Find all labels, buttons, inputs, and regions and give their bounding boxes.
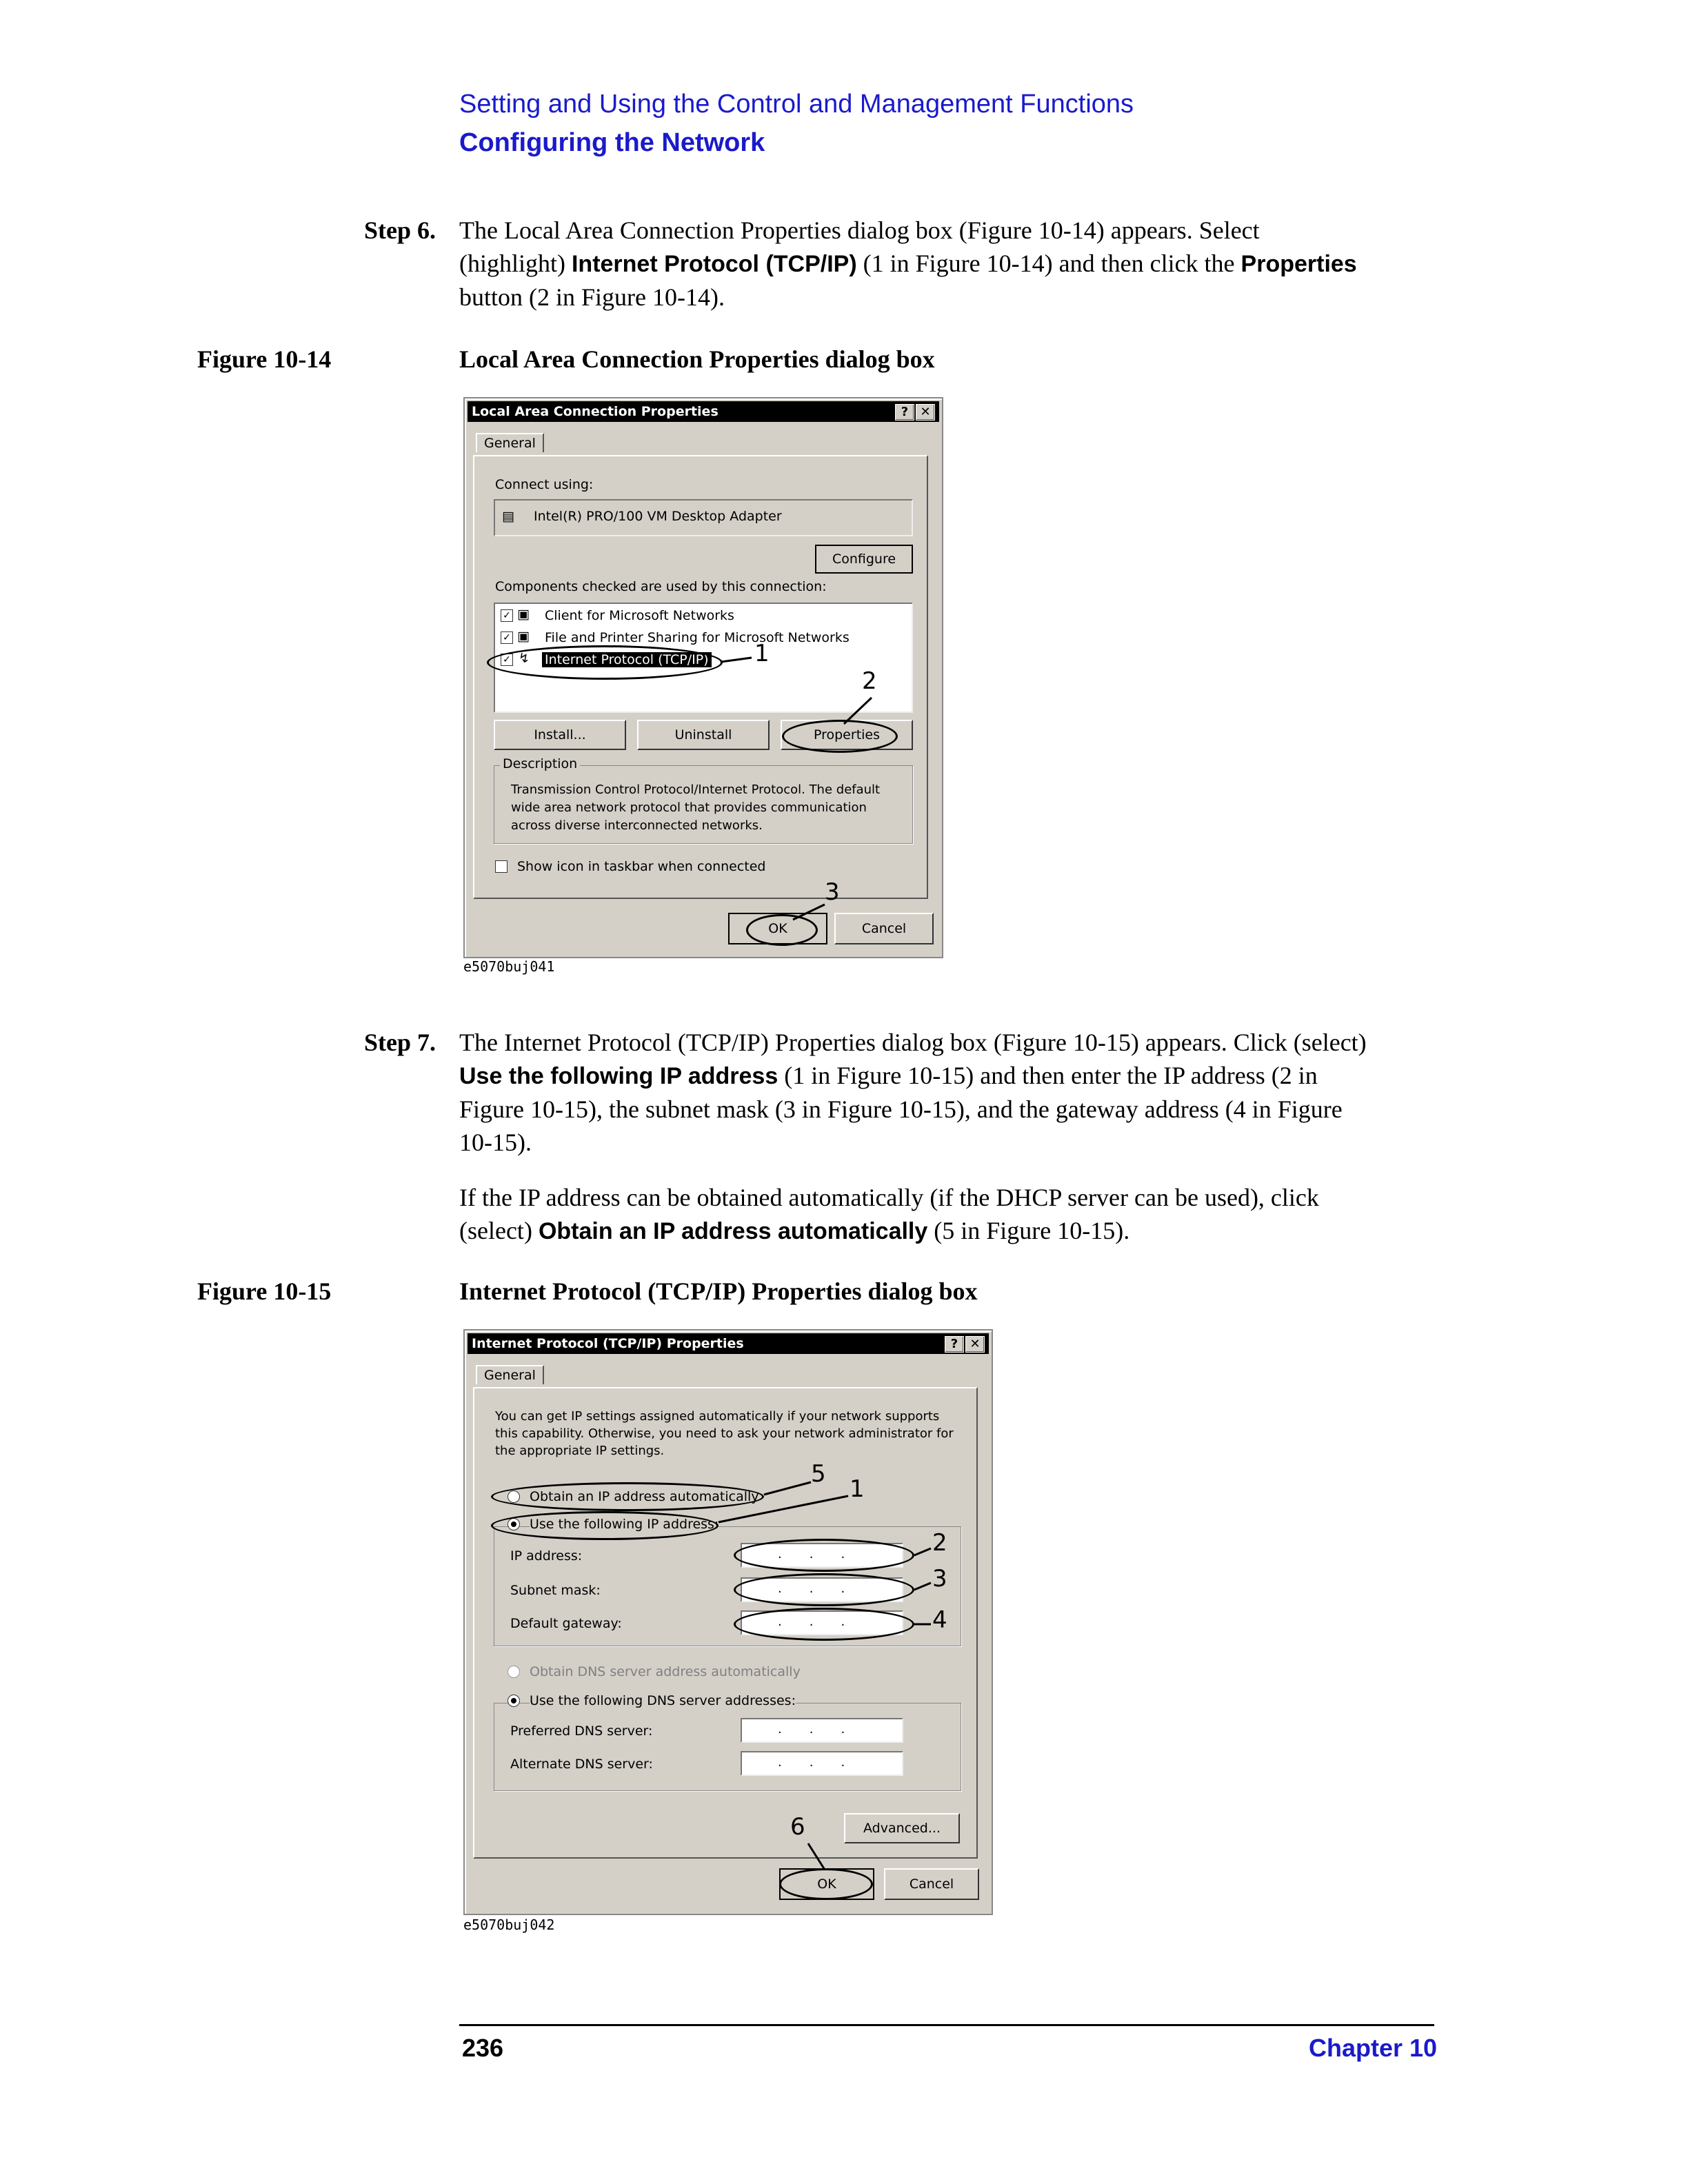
description-text: Transmission Control Protocol/Internet Protocol. The default wide area network protocol that provides communication across diverse interconnected networks. (511, 782, 881, 833)
cancel-button[interactable]: Cancel (834, 913, 934, 944)
callout-3: 3 (932, 1565, 947, 1593)
page-number: 236 (462, 2034, 504, 2062)
computer-icon: ▣ (517, 629, 530, 644)
preferred-dns-dots: ... (778, 1722, 873, 1737)
cancel-button[interactable]: Cancel (884, 1868, 979, 1900)
fig15-title: Internet Protocol (TCP/IP) Properties dialog box (459, 1277, 978, 1305)
fig14-label: Figure 10-14 (197, 345, 332, 373)
step7-p2b: (select) (459, 1217, 539, 1244)
computer-icon: ▣ (517, 607, 530, 622)
chapter-label: Chapter 10 (1309, 2034, 1438, 2062)
ip-address-dots: ... (778, 1547, 873, 1561)
default-gateway-dots: ... (778, 1615, 873, 1629)
intro-text: You can get IP settings assigned automatically if your network supports this capability. Otherwise, you need to ask your network administrator for the appropriate IP settings. (495, 1409, 954, 1458)
step7-bold-use-following: Use the following IP address (459, 1063, 778, 1089)
step6-bold-tcpip: Internet Protocol (TCP/IP) (571, 251, 857, 277)
install-button[interactable]: Install... (494, 720, 626, 750)
step7-bold-obtain-auto: Obtain an IP address automatically (538, 1218, 928, 1244)
advanced-button[interactable]: Advanced... (844, 1813, 960, 1843)
step7-p2c: (5 in Figure 10-15). (927, 1217, 1130, 1244)
subnet-mask-dots: ... (778, 1581, 873, 1596)
step7-label: Step 7. (364, 1029, 436, 1056)
step6-t3: (1 in Figure 10-14) and then click the (856, 250, 1241, 277)
fig14-code: e5070buj041 (463, 958, 555, 975)
subsection-header: Configuring the Network (459, 128, 765, 157)
show-icon-label: Show icon in taskbar when connected (517, 859, 766, 874)
alternate-dns-label: Alternate DNS server: (510, 1757, 653, 1772)
step7-line1: The Internet Protocol (TCP/IP) Properties dialog box (Figure 10-15) appears. Click (select) (459, 1029, 1367, 1056)
fig14-title: Local Area Connection Properties dialog box (459, 345, 935, 373)
lan-dialog-title: Local Area Connection Properties (472, 404, 719, 419)
protocol-icon: ↯ (519, 651, 530, 666)
component-sharing[interactable]: File and Printer Sharing for Microsoft Networks (545, 630, 850, 645)
close-button[interactable]: ✕ (916, 404, 935, 421)
callout-1: 1 (754, 640, 770, 667)
step7-line3: Figure 10-15), the subnet mask (3 in Figure 10-15), and the gateway address (4 in Figure (459, 1095, 1343, 1123)
sharing-checkbox[interactable]: ✓ (501, 631, 513, 644)
tab-general[interactable]: General (476, 433, 544, 452)
preferred-dns-label: Preferred DNS server: (510, 1723, 653, 1739)
callout-2: 2 (932, 1529, 947, 1557)
step7-line4: 10-15). (459, 1129, 532, 1156)
step6-bold-properties: Properties (1240, 251, 1357, 277)
step6-line1: The Local Area Connection Properties dialog box (Figure 10-14) appears. Select (459, 216, 1260, 244)
callout-1: 1 (850, 1475, 865, 1503)
step6-line3: button (2 in Figure 10-14). (459, 283, 725, 311)
callout-4: 4 (932, 1606, 947, 1634)
network-card-icon: ▤ (502, 509, 514, 524)
obtain-dns-label[interactable]: Obtain DNS server address automatically (530, 1664, 801, 1679)
help-button[interactable]: ? (895, 404, 914, 421)
step7-p2-line1: If the IP address can be obtained automatically (if the DHCP server can be used), click (459, 1184, 1319, 1211)
connect-using-label: Connect using: (495, 477, 594, 492)
component-client[interactable]: Client for Microsoft Networks (545, 608, 734, 623)
close-button[interactable]: ✕ (965, 1336, 985, 1353)
alternate-dns-dots: ... (778, 1755, 873, 1770)
obtain-auto-label[interactable]: Obtain an IP address automatically (530, 1489, 759, 1504)
step6-label: Step 6. (364, 216, 436, 244)
callout-2: 2 (862, 667, 877, 695)
fig15-code: e5070buj042 (463, 1917, 555, 1933)
tab-general[interactable]: General (476, 1365, 544, 1384)
use-following-ip-label[interactable]: Use the following IP address: (530, 1517, 719, 1532)
section-header: Setting and Using the Control and Management Functions (459, 90, 1134, 119)
ok-button[interactable]: OK (779, 1868, 874, 1900)
callout-6: 6 (790, 1813, 805, 1841)
client-checkbox[interactable]: ✓ (501, 609, 513, 622)
properties-button[interactable]: Properties (781, 720, 913, 750)
callout-3: 3 (825, 878, 840, 906)
description-title: Description (500, 756, 580, 771)
uninstall-button[interactable]: Uninstall (637, 720, 770, 750)
tcpip-dialog-title: Internet Protocol (TCP/IP) Properties (472, 1336, 744, 1351)
callout-5: 5 (811, 1460, 826, 1488)
help-button[interactable]: ? (945, 1336, 964, 1353)
step7-t2: (1 in Figure 10-15) and then enter the IP address (2 in (778, 1062, 1318, 1089)
ok-button[interactable]: OK (728, 913, 827, 944)
adapter-name: Intel(R) PRO/100 VM Desktop Adapter (534, 509, 782, 524)
tcpip-checkbox[interactable]: ✓ (501, 654, 513, 666)
default-gateway-label: Default gateway: (510, 1616, 622, 1631)
step6-t2: (highlight) (459, 250, 572, 277)
footer-rule (459, 2024, 1434, 2026)
fig15-label: Figure 10-15 (197, 1277, 332, 1305)
component-tcpip[interactable]: Internet Protocol (TCP/IP) (542, 652, 712, 667)
components-label: Components checked are used by this connection: (495, 579, 827, 594)
ip-address-label: IP address: (510, 1548, 583, 1564)
configure-button[interactable]: Configure (815, 545, 913, 574)
use-dns-label[interactable]: Use the following DNS server addresses: (530, 1693, 796, 1708)
subnet-mask-label: Subnet mask: (510, 1583, 601, 1598)
